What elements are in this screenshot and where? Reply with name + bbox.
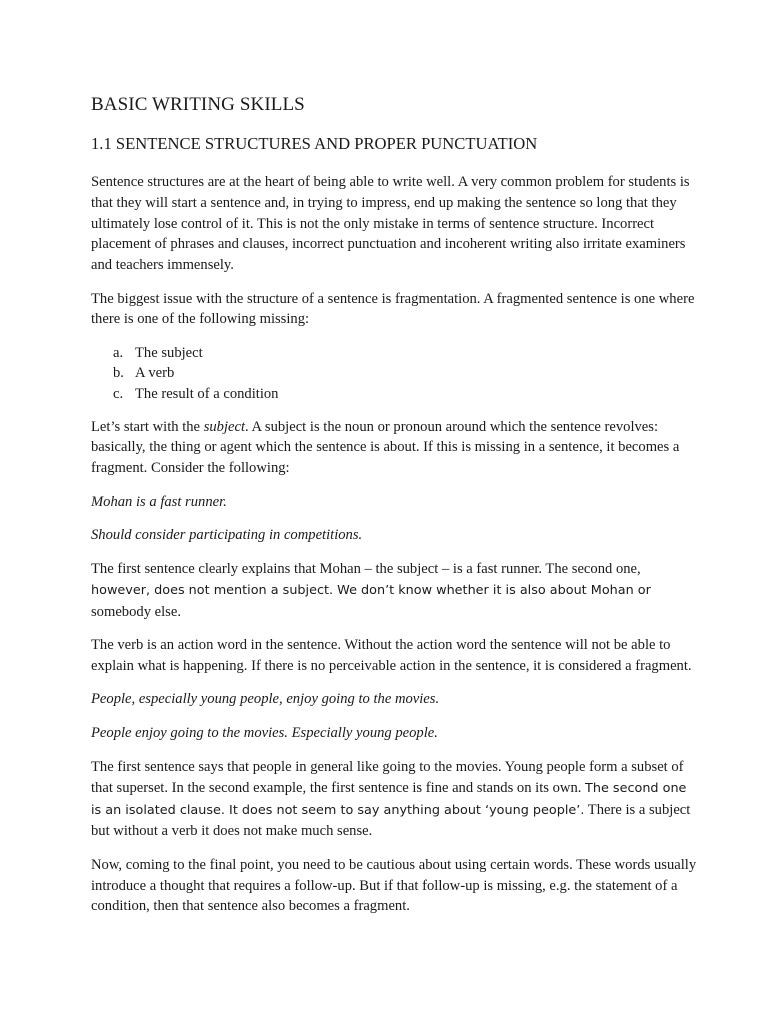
list-item bbox=[113, 343, 698, 363]
paragraph-text-part: The first sentence says that people in general like going to the movies. Young people form a subset of that superset. In the second example, the first sentence is fine and stands on its own. bbox=[91, 758, 684, 796]
example-sentence-2: Should consider participating in competitions. bbox=[91, 527, 363, 544]
example-sentence-3: People, especially young people, enjoy going to the movies. bbox=[91, 691, 440, 708]
paragraph-verb: The verb is an action word in the sentence. Without the action word the sentence will not be able to explain what is happening. If there is no perceivable action in the sentence, it is considered a fragment. bbox=[91, 637, 692, 674]
subject-term: subject bbox=[203, 418, 246, 435]
paragraph-text-part: There is a subject but without a verb it does not make much sense. bbox=[91, 801, 691, 840]
list-marker: a. bbox=[113, 344, 124, 361]
paragraph-text-part: somebody else. bbox=[91, 603, 181, 620]
list-marker: c. bbox=[113, 385, 124, 402]
paragraph-subject-rest: . A subject is the noun or pronoun around which the sentence revolves: basically, the thing or agent which the sentence is about. If this is missing in a sentence, it becomes a fragment. Consider the following: bbox=[91, 418, 680, 477]
paragraph-condition: Now, coming to the final point, you need to be cautious about using certain words. These words usually introduce a thought that requires a follow-up. But if that follow-up is missing, e.g. the statement of a condition, then that sentence also becomes a fragment. bbox=[91, 856, 697, 915]
list-item-text: The result of a condition bbox=[135, 385, 279, 402]
document-title: BASIC WRITING SKILLS bbox=[91, 94, 305, 115]
paragraph-text-part: The first sentence clearly explains that Mohan – the subject – is a fast runner. The second one, bbox=[91, 561, 641, 578]
paragraph-fragmentation: The biggest issue with the structure of a sentence is fragmentation. A fragmented sentence is one where there is one of the following missing: bbox=[91, 290, 695, 328]
paragraph-text-part: however, does not mention a subject. We don’t know whether it is also about Mohan or bbox=[91, 582, 651, 598]
list-item-text: The subject bbox=[135, 344, 203, 361]
paragraph-subject-lead: Let’s start with the bbox=[91, 418, 204, 435]
list-item bbox=[113, 384, 698, 404]
list-item bbox=[113, 363, 698, 383]
example-sentence-1: Mohan is a fast runner. bbox=[91, 493, 227, 510]
example-sentence-4: People enjoy going to the movies. Especially young people. bbox=[91, 725, 438, 742]
list-marker: b. bbox=[113, 365, 124, 382]
missing-elements-list bbox=[91, 343, 698, 404]
paragraph-intro: Sentence structures are at the heart of being able to write well. A very common problem for students is that they will start a sentence and, in trying to impress, end up making the sentence so long that they ultimately lose control of it. This is not the only mistake in terms of sentence structure. Incorrect placement of phrases and clauses, incorrect punctuation and incoherent writing also irritate examiners and teachers immensely. bbox=[91, 174, 690, 274]
paragraph-subject bbox=[91, 417, 698, 479]
paragraph-subject-explanation bbox=[91, 559, 698, 622]
paragraph-text-part: The second one is an isolated clause. It does not seem to say anything about ‘young people’. bbox=[91, 780, 687, 818]
paragraph-verb-explanation bbox=[91, 757, 698, 842]
list-item-text: A verb bbox=[135, 365, 175, 382]
section-title: 1.1 SENTENCE STRUCTURES AND PROPER PUNCTUATION bbox=[91, 134, 538, 153]
